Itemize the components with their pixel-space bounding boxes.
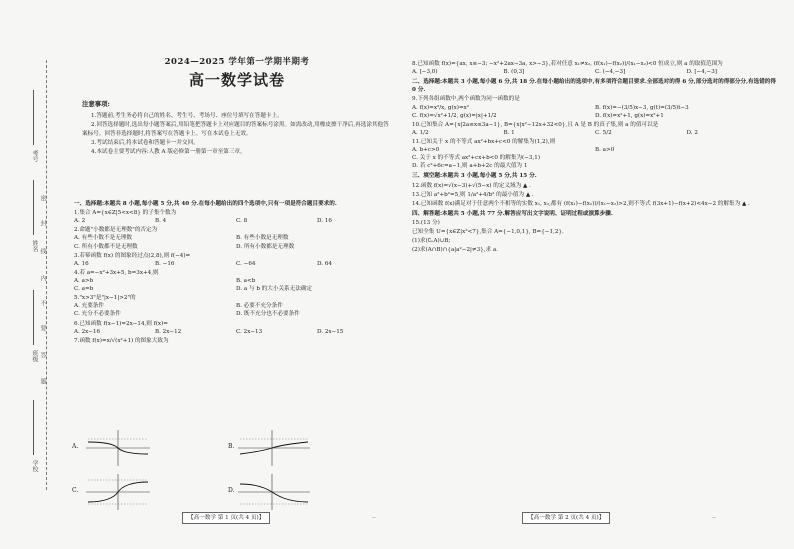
- school-line: [33, 400, 34, 455]
- binding-margin: [0, 0, 70, 549]
- answer-option[interactable]: C. (−4,−3]: [595, 69, 626, 76]
- question: [412, 138, 778, 170]
- question-stem: 10.已知集合 A={x|2a≤x≤3a−1}, B={x|x²−12x+32<0},且 A 是 B 的真子集,则 a 的值可以是: [412, 121, 659, 128]
- graph-d-label: D.: [228, 487, 235, 494]
- answer-option[interactable]: D. 既不充分也不必要条件: [236, 311, 300, 318]
- option-list: [412, 68, 778, 76]
- section-heading: [412, 172, 778, 180]
- graph-c-svg: [74, 472, 152, 512]
- question: [74, 209, 398, 225]
- question-stem: 13.已知 a²+b²=5,则 1/a²+4/b² 的最小值为 ▲ .: [412, 191, 534, 198]
- answer-option[interactable]: D. f(x)=x²+1, g(x)=x²+1: [595, 112, 664, 119]
- answer-option[interactable]: C. f(x)=√x²+1/2, g(x)=|x|+1/2: [412, 112, 497, 119]
- question-stem: (2)求(A∩B)∩{a|a²−2|≠3},求 a.: [412, 247, 498, 254]
- answer-option[interactable]: C. 5/2: [595, 129, 612, 136]
- exam-number-label: 考号: [31, 150, 38, 162]
- school-label: 学校: [31, 460, 38, 472]
- option-list: [412, 129, 778, 137]
- answer-option[interactable]: C. 关于 x 的不等式 ax²+cx+b<0 的解集为(−3,1): [412, 155, 541, 162]
- section-heading: [412, 210, 778, 218]
- answer-option[interactable]: B. (0,3]: [503, 69, 525, 76]
- answer-option[interactable]: B. −16: [155, 260, 175, 267]
- question: [412, 182, 778, 190]
- question: [412, 246, 778, 254]
- page-2-footer: 【高一数学 第 2 页(共 4 页)】: [522, 512, 610, 524]
- answer-option[interactable]: C. 2x−13: [236, 328, 263, 335]
- page-1-footer: 【高一数学 第 1 页(共 4 页)】: [182, 512, 270, 524]
- answer-option[interactable]: C. −64: [236, 260, 256, 267]
- seal-word: 要: [39, 325, 46, 331]
- answer-option[interactable]: A. 2: [74, 218, 86, 225]
- question: [412, 219, 778, 227]
- option-list: [412, 146, 778, 170]
- answer-option[interactable]: A. 16: [74, 260, 89, 267]
- option-list: [412, 104, 778, 120]
- answer-option[interactable]: B. a>0: [595, 147, 615, 154]
- page-2-dots: ··: [712, 515, 716, 522]
- graph-option-d[interactable]: [228, 472, 312, 512]
- graph-c-label: C.: [72, 487, 79, 494]
- section-heading: [412, 78, 778, 94]
- question: [74, 294, 398, 318]
- question: [74, 337, 398, 345]
- seal-word: 题: [39, 378, 46, 384]
- graph-option-c[interactable]: [74, 472, 152, 512]
- note-item: 3.考试结束后,将本试卷和答题卡一并交回。: [91, 139, 199, 146]
- option-list: [74, 260, 398, 268]
- notes-block: [82, 100, 394, 157]
- question-stem: 3.若幂函数 f(x) 的图象经过点(2,8),则 f(−4)=: [74, 252, 191, 259]
- seal-word: 内: [39, 275, 46, 281]
- answer-option[interactable]: B. 2x−12: [155, 328, 182, 335]
- answer-option[interactable]: D. 16: [317, 218, 332, 225]
- graph-option-a[interactable]: [74, 428, 152, 468]
- answer-option[interactable]: D. 若 c²+6c=a−1,则 a+b+2c 的最大值为 1: [412, 163, 528, 170]
- question-stem: 7.函数 f(x)=x/√(x²+1) 的图象大致为: [74, 337, 169, 344]
- answer-option[interactable]: A. 1/2: [412, 129, 429, 136]
- question: [74, 252, 398, 268]
- question-stem: 5."x>3"是"|x−1|>2"的: [74, 295, 136, 302]
- question-stem: 12.函数 f(x)=√(x−3)+√(5−x) 的定义域为 ▲ .: [412, 182, 531, 189]
- question: [74, 226, 398, 250]
- answer-option[interactable]: C. 所有小数都不是无理数: [74, 243, 138, 250]
- question-stem: 14.已知函数 f(x)满足对于任意两个不相等的实数 x₁, x₂,都有 (f(x₁)−f(x₂))/(x₁−x₂)>2,则不等式 f(3x+1)−f(x+2)<4x−2 的解集为 ▲ .: [412, 200, 750, 207]
- question-stem: (1)求(∁ᵤA)∪B;: [412, 238, 451, 245]
- answer-option[interactable]: B. 1: [503, 129, 515, 136]
- answer-option[interactable]: D. 2: [686, 129, 698, 136]
- answer-option[interactable]: D. 所有小数都是无理数: [236, 243, 295, 250]
- option-list: [74, 302, 398, 318]
- graph-option-b[interactable]: [228, 428, 312, 468]
- answer-option[interactable]: C. a=b: [74, 286, 94, 293]
- answer-option[interactable]: A. b+c>0: [412, 147, 440, 154]
- question: [412, 95, 778, 119]
- question-stem: 15.(13 分): [412, 219, 440, 226]
- question: [74, 269, 398, 293]
- answer-option[interactable]: D. [−4,−3]: [686, 69, 717, 76]
- note-item: 4.本试卷主要考试内容:人教 A 版必修第一册第一章至第三章。: [91, 148, 246, 155]
- exam-number-line: [33, 90, 34, 145]
- note-item: 1.答题前,考生务必将自己的姓名、考生号、考场号、座位号填写在答题卡上。: [91, 113, 283, 120]
- answer-option[interactable]: A. [−3,0): [412, 69, 438, 76]
- question-stem: 已知全集 U={x∈Z|x²<7},集合 A={−1,0,1}, B={−1,2}.: [412, 229, 564, 236]
- question: [412, 228, 778, 236]
- exam-title: 高一数学试卷: [188, 71, 285, 89]
- answer-option[interactable]: D. a 与 b 的大小关系无法确定: [236, 286, 313, 293]
- answer-option[interactable]: C. 8: [236, 218, 248, 225]
- answer-option[interactable]: D. 64: [317, 260, 332, 267]
- answer-option[interactable]: B. 有些小数是无理数: [236, 235, 289, 242]
- section-text: 三、填空题:本题共 3 小题,每小题 5 分,共 15 分.: [412, 173, 537, 180]
- question-stem: 6.已知函数 f(x−1)=2x−14,则 f(x)=: [74, 320, 168, 327]
- option-list: [74, 328, 398, 336]
- answer-option[interactable]: A. 2x−16: [74, 328, 101, 335]
- option-list: [74, 234, 398, 250]
- answer-option[interactable]: A. 有些小数不是无理数: [74, 235, 132, 242]
- seal-word: 线: [39, 248, 46, 254]
- page-1-questions: [74, 198, 398, 346]
- answer-option[interactable]: B. 4: [155, 218, 167, 225]
- graph-a-label: A.: [72, 443, 79, 450]
- question-stem: 4.若 a=−x²+3x+5, b=3x+4,则: [74, 269, 159, 276]
- seal-word: 答: [39, 352, 46, 358]
- section-text: 四、解答题:本题共 5 小题,共 77 分.解答应写出文字说明、证明过程或演算步骤.: [412, 210, 613, 217]
- option-list: [74, 217, 398, 225]
- answer-option[interactable]: A. 充要条件: [74, 303, 104, 310]
- question-stem: 1.集合 A={x∈Z|5<x<8} 的子集个数为: [74, 210, 177, 217]
- section-heading: [74, 200, 398, 208]
- question: [412, 121, 778, 137]
- graph-a-svg: [74, 428, 152, 468]
- question: [412, 237, 778, 245]
- exam-term: 2024—2025 学年第一学期半期考: [164, 57, 310, 67]
- question: [412, 191, 778, 199]
- name-label: 姓名: [31, 240, 38, 252]
- question: [74, 320, 398, 336]
- answer-option[interactable]: B. f(x)=−(3/5)x−3, g(t)=(3/5)t−3: [595, 104, 689, 111]
- class-line: [33, 290, 34, 345]
- page-2-questions: [412, 60, 778, 255]
- answer-option[interactable]: C. 充分不必要条件: [74, 311, 121, 318]
- answer-option[interactable]: B. 必要不充分条件: [236, 303, 283, 310]
- class-label: 班级: [31, 350, 38, 362]
- answer-option[interactable]: D. 2x−15: [317, 328, 344, 335]
- graph-b-svg: [234, 428, 312, 468]
- question-stem: 11.已知关于 x 的不等式 ax²+bx+c<0 的解集为(1,2),则: [412, 138, 556, 145]
- question-stem: 8.已知函数 f(x)={ax, x≤−3; −x²+2ax−3a, x>−3},若对任意 x₁≠x₂, (f(x₁)−f(x₂))/(x₁−x₂)<0 恒成立,则 a 的取值范围为: [412, 61, 723, 67]
- page-1-dots: ··: [372, 515, 376, 522]
- seal-word: 密: [39, 195, 46, 201]
- graph-d-svg: [234, 472, 312, 512]
- name-line: [33, 180, 34, 235]
- graph-b-label: B.: [228, 443, 235, 450]
- answer-option[interactable]: B. a<b: [236, 277, 256, 284]
- section-text: 二、选择题:本题共 3 小题,每小题 6 分,共 18 分.在每小题给出的选项中,有多项符合题目要求.全部选对的得 6 分,部分选对的得部分分,有选错的得 0 分.: [412, 79, 776, 94]
- answer-option[interactable]: A. a>b: [74, 277, 94, 284]
- section-text: 一、选择题:本题共 8 小题,每小题 5 分,共 40 分.在每小题给出的四个选项中,只有一项是符合题目要求的.: [74, 201, 337, 207]
- question-stem: 2.命题"小数都是无理数"的否定为: [74, 227, 158, 234]
- seal-word: 封: [39, 220, 46, 226]
- option-list: [74, 277, 398, 293]
- question: [412, 60, 778, 76]
- question-stem: 9.下列各组函数中,两个函数为同一函数的是: [412, 96, 520, 103]
- note-item: 2.回答选择题时,选出每小题答案后,用铅笔把答题卡上对应题目的答案标号涂黑。如需改动,用橡皮擦干净后,再选涂其他答案标号。回答非选择题时,将答案写在答题卡上。写在本试卷上无效。: [82, 122, 389, 137]
- seal-word: 不: [39, 300, 46, 306]
- question: [412, 200, 778, 208]
- notes-title: 注意事项:: [82, 100, 110, 108]
- answer-option[interactable]: A. f(x)=x³/x, g(x)=x²: [412, 104, 470, 111]
